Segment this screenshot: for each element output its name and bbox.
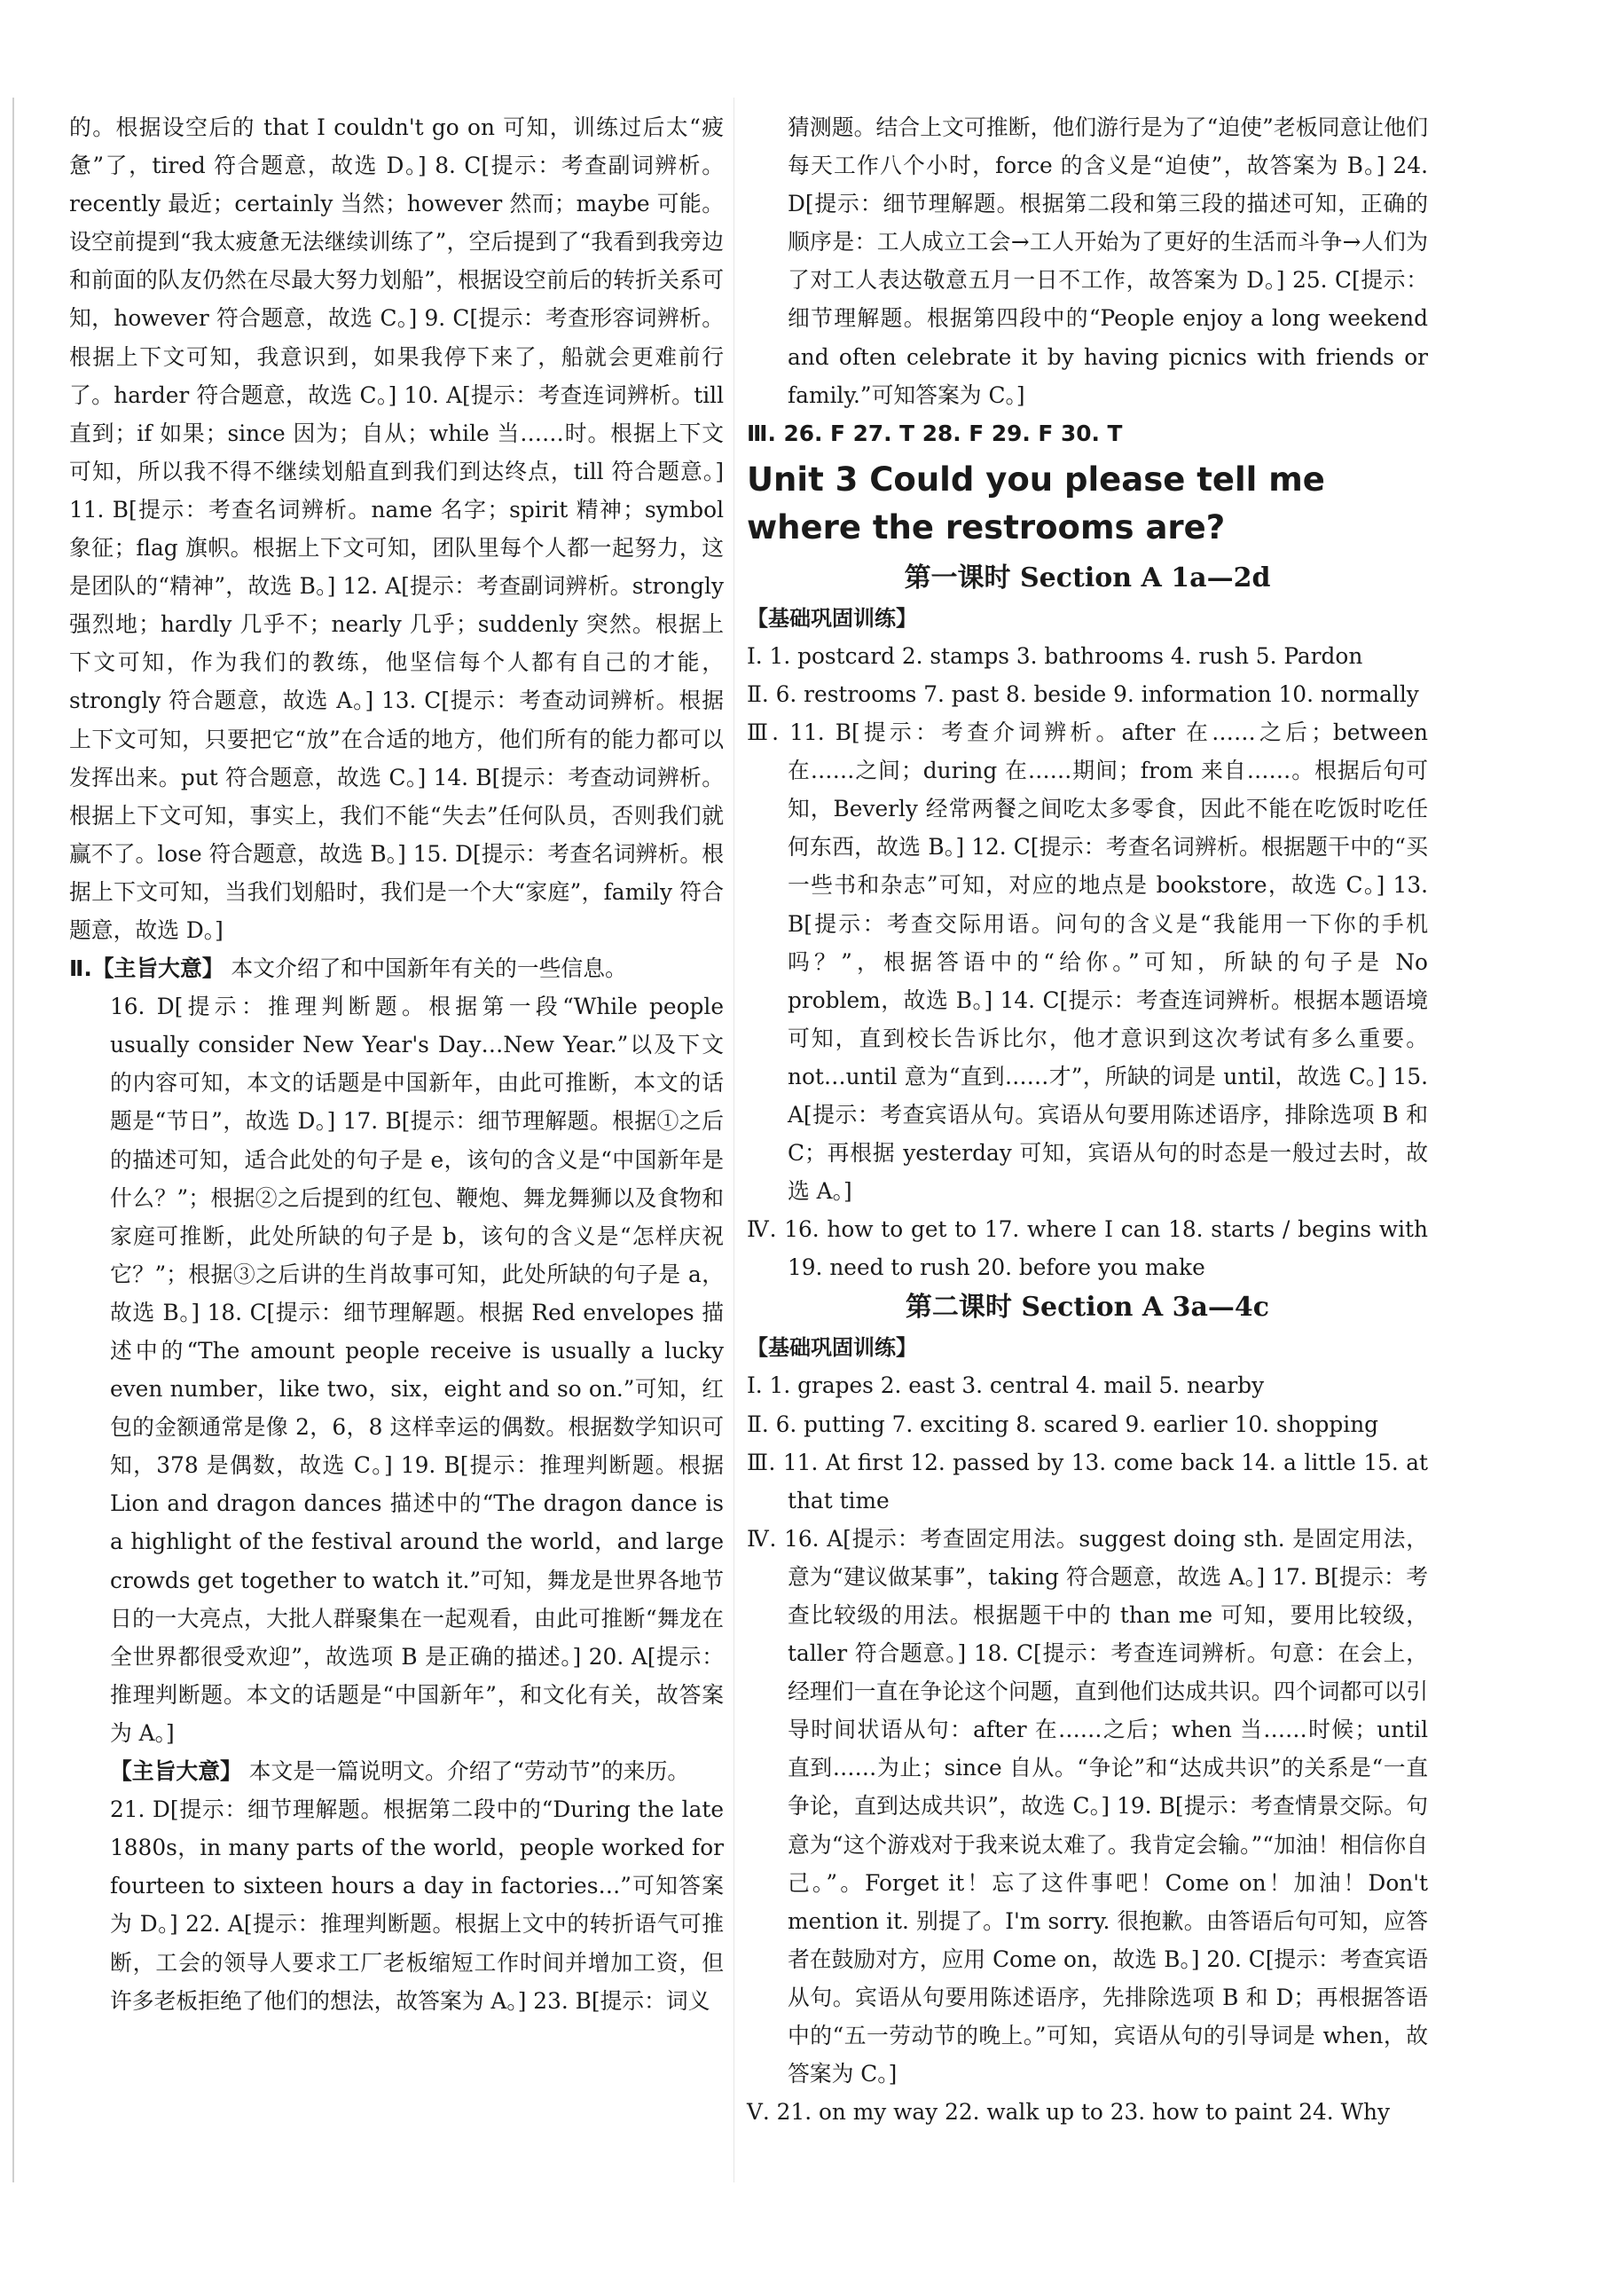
lesson-2-part-v: Ⅴ. 21. on my way 22. walk up to 23. how to paint 24. Why [747,2099,1391,2126]
summary-text: 本文介绍了和中国新年有关的一些信息。 [231,955,627,982]
right-column [747,108,1428,2131]
answers-paragraph-5: 21. D[提示：细节理解题。根据第二段中的“During the late 1880s，in many parts of the world，people worked for fourteen to sixteen hours a day in factories…”可知答案为 D。] 22. A[提示：推理判断题。根据上文中的转折语气可推断，工会的领导人要求工厂老板缩短工作时间并增加工资，但许多老板拒绝了他们的想法，故答案为 A。] 23. B[提示：词义 [110,1796,724,2014]
lesson-1-part-iii: Ⅲ. 11. B[提示：考查介词辨析。after 在……之后；between 在……之间；during 在……期间；from 来自……。根据后句可知，Beverly 经常两餐之间吃太多零食，因此不能在吃饭时吃任何东西，故选 B。] 12. C[提示：考查名词辨析。根据题干中的“买一些书和杂志”可知，对应的地点是 bookstore，故选 C。] 13. B[提示：考查交际用语。问句的含义是“我能用一下你的手机吗？”，根据答语中的“给你。”可知，所缺的句子是 No problem，故选 B。] 14. C[提示：考查连词辨析。根据本题语境可知，直到校长告诉比尔，他才意识到这次考试有多么重要。not…until 意为“直到……才”，所缺的词是 until，故选 C。] 15. A[提示：考查宾语从句。宾语从句要用陈述语序，排除选项 B 和 C；再根据 yesterday 可知，宾语从句的时态是一般过去时，故选 A。] [747,719,1428,1205]
section-label: Ⅱ.【主旨大意】 [69,955,224,982]
lesson-2-title: 第二课时 Section A 3a—4c [905,1292,1270,1324]
answers-paragraph-3: 16. D[提示：推理判断题。根据第一段“While people usually consider New Year's Day…New Year.”以及下文的内容可知，本文的话题是中国新年，由此可推断，本文的话题是“节日”，故选 D。] 17. B[提示：细节理解题。根据①之后的描述可知，适合此处的句子是 e，该句的含义是“中国新年是什么？”；根据②之后提到的红包、鞭炮、舞龙舞狮以及食物和家庭可推断，此处所缺的句子是 b，该句的含义是“怎样庆祝它？”；根据③之后讲的生肖故事可知，此处所缺的句子是 a，故选 B。] 18. C[提示：细节理解题。根据 Red envelopes 描述中的“The amount people receive is usually a lucky even number，like two，six，eight and so on.”可知，红包的金额通常是像 2，6，8 这样幸运的偶数。根据数学知识可知，378 是偶数，故选 C。] 19. B[提示：推理判断题。根据 Lion and dragon dances 描述中的“The dragon dance is a highlight of the festival around the world，and large crowds get together to watch it.”可知，舞龙是世界各地节日的一大亮点，大批人群聚集在一起观看，由此可推断“舞龙在全世界都很受欢迎”，故选项 B 是正确的描述。] 20. A[提示：推理判断题。本文的话题是“中国新年”，和文化有关，故答案为 A。] [110,994,724,1746]
lesson-2-part-iv: Ⅳ. 16. A[提示：考查固定用法。suggest doing sth. 是固定用法，意为“建议做某事”，taking 符合题意，故选 A。] 17. B[提示：考查比较级的用法。根据题干中的 than me 可知，要用比较级，taller 符合题意。] 18. C[提示：考查连词辨析。句意：在会上，经理们一直在争论这个问题，直到他们达成共识。四个词都可以引导时间状语从句：after 在……之后；when 当……时候；until 直到……为止；since 自从。“争论”和“达成共识”的关系是“一直争论，直到达成共识”，故选 C。] 19. B[提示：考查情景交际。句意为“这个游戏对于我来说太难了。我肯定会输。”“加油！相信你自己。”。Forget it！忘了这件事吧！Come on！加油！Don't mention it. 别提了。I'm sorry. 很抱歉。由答语后句可知，应答者在鼓励对方，应用 Come on，故选 B。] 20. C[提示：考查宾语从句。宾语从句要用陈述语序，先排除选项 B 和 D；再根据答语中的“五一劳动节的晚上。”可知，宾语从句的引导词是 when，故答案为 C。] [747,1525,1428,2087]
lesson-1-section-label: 【基础巩固训练】 [747,605,917,631]
answers-paragraph-1: 猜测题。结合上文可推断，他们游行是为了“迫使”老板同意让他们每天工作八个小时，force 的含义是“迫使”，故答案为 B。] 24. D[提示：细节理解题。根据第二段和第三段的描述可知，正确的顺序是：工人成立工会→工人开始为了更好的生活而斗争→人们为了对工人表达敬意五月一日不工作，故答案为 D。] 25. C[提示：细节理解题。根据第四段中的“People enjoy a long weekend and often celebrate it by having picnics with friends or family.”可知答案为 C。] [788,114,1428,408]
true-false-answers: Ⅲ. 26. F 27. T 28. F 29. F 30. T [747,420,1123,446]
lesson-2-part-iii: Ⅲ. 11. At first 12. passed by 13. come back 14. a little 15. at that time [747,1449,1428,1513]
lesson-1-title: 第一课时 Section A 1a—2d [904,562,1271,594]
left-margin-rule [12,98,14,2182]
left-column [69,108,724,2020]
lesson-1-part-ii: Ⅱ. 6. restrooms 7. past 8. beside 9. information 10. normally [747,680,1419,707]
lesson-1-part-i: Ⅰ. 1. postcard 2. stamps 3. bathrooms 4. rush 5. Pardon [747,642,1363,669]
lesson-1-part-iv: Ⅳ. 16. how to get to 17. where I can 18. starts / begins with 19. need to rush 20. before you make [747,1216,1428,1281]
unit-title: Unit 3 Could you please tell me where the restrooms are? [747,460,1325,546]
lesson-2-part-ii: Ⅱ. 6. putting 7. exciting 8. scared 9. earlier 10. shopping [747,1411,1379,1437]
summary-paragraph-4 [69,1752,724,1790]
summary-text: 本文是一篇说明文。介绍了“劳动节”的来历。 [248,1758,690,1785]
section-label: 【主旨大意】 [110,1758,242,1785]
lesson-2-section-label: 【基础巩固训练】 [747,1335,917,1361]
lesson-2-part-i: Ⅰ. 1. grapes 2. east 3. central 4. mail 5. nearby [747,1372,1265,1399]
summary-paragraph-2 [69,949,724,987]
answers-paragraph-1: 的。根据设空后的 that I couldn't go on 可知，训练过后太“疲惫”了，tired 符合题意，故选 D。] 8. C[提示：考查副词辨析。recently 最近；certainly 当然；however 然而；maybe 可能。设空前提到“我太疲惫无法继续训练了”，空后提到了“我看到我旁边和前面的队友仍然在尽最大努力划船”，根据设空前后的转折关系可知，however 符合题意，故选 C。] 9. C[提示：考查形容词辨析。根据上下文可知，我意识到，如果我停下来了，船就会更难前行了。harder 符合题意，故选 C。] 10. A[提示：考查连词辨析。till 直到；if 如果；since 因为；自从；while 当……时。根据上下文可知，所以我不得不继续划船直到我们到达终点，till 符合题意。] 11. B[提示：考查名词辨析。name 名字；spirit 精神；symbol 象征；flag 旗帜。根据上下文可知，团队里每个人都一起努力，这是团队的“精神”，故选 B。] 12. A[提示：考查副词辨析。strongly 强烈地；hardly 几乎不；nearly 几乎；suddenly 突然。根据上下文可知，作为我们的教练，他坚信每个人都有自己的才能，strongly 符合题意，故选 A。] 13. C[提示：考查动词辨析。根据上下文可知，只要把它“放”在合适的地方，他们所有的能力都可以发挥出来。put 符合题意，故选 C。] 14. B[提示：考查动词辨析。根据上下文可知，事实上，我们不能“失去”任何队员，否则我们就赢不了。lose 符合题意，故选 B。] 15. D[提示：考查名词辨析。根据上下文可知，当我们划船时，我们是一个大“家庭”，family 符合题意，故选 D。] [69,114,724,943]
